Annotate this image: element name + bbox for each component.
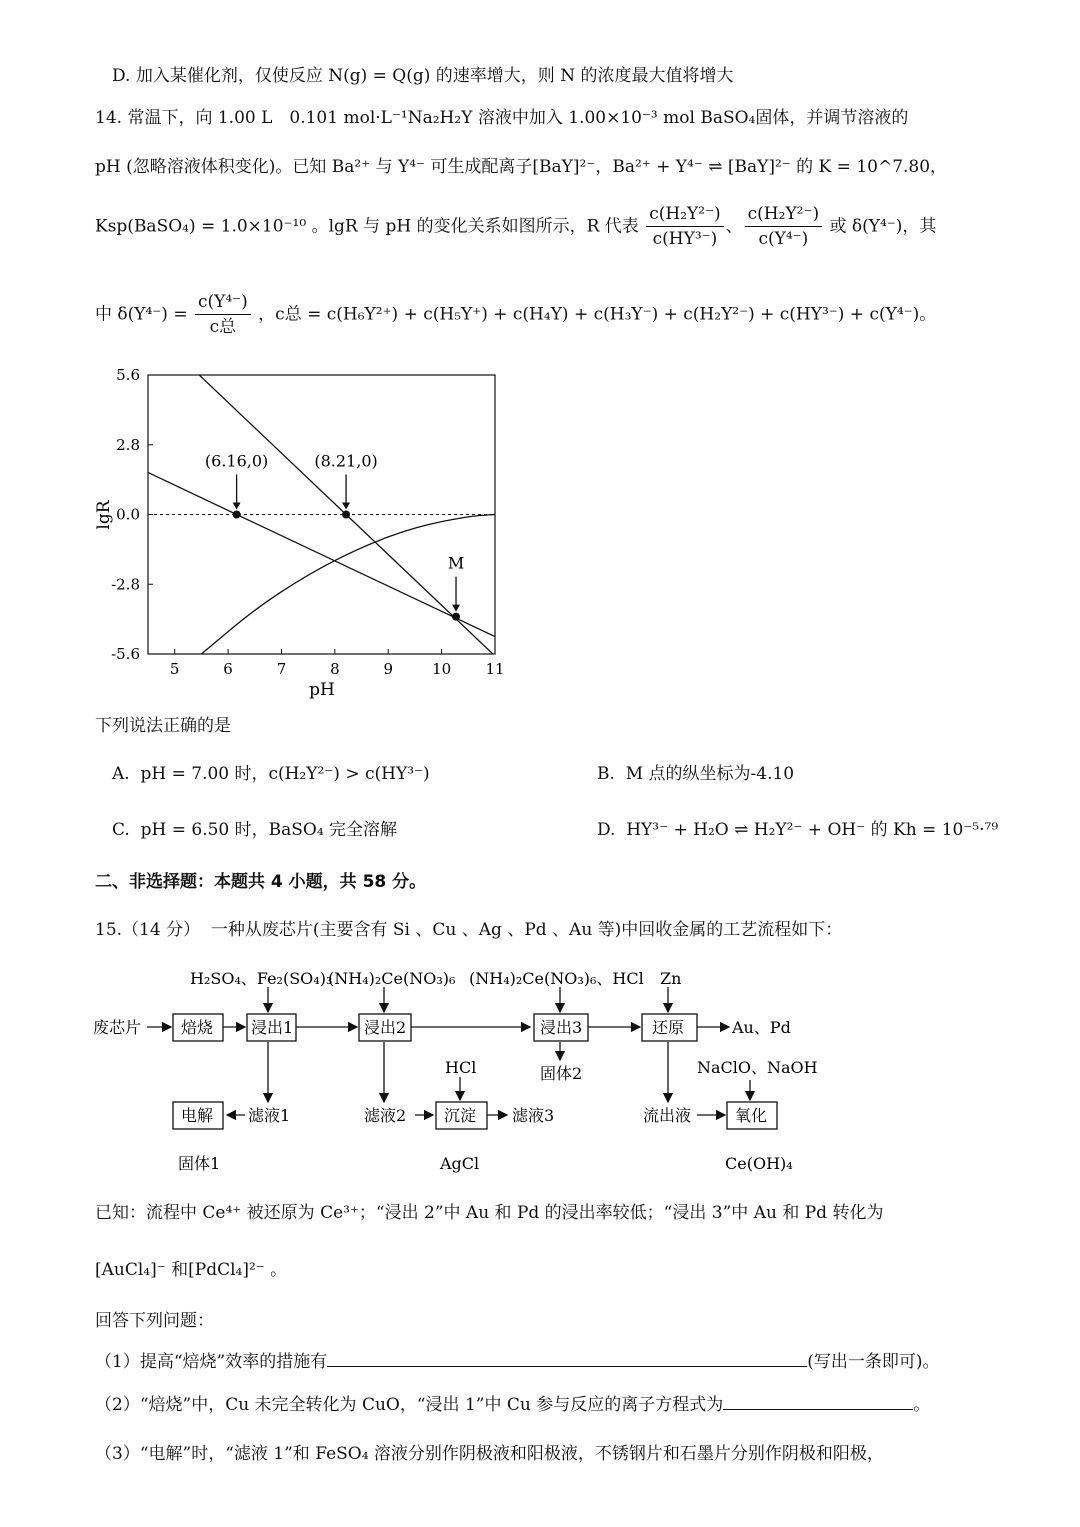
section-2-title: 二、非选择题：本题共 4 小题，共 58 分。 [95,872,427,892]
q14-stem-line4: 中 δ(Y⁴⁻) = $\frac{\text{c(Y⁴⁻)}}{\text{c总}}$ ，c总 = c(H₆Y²⁺) + c(H₅Y⁺) + c(H₄Y) + c(H₃Y⁻) + c(H₂Y²⁻) + c(HY³⁻) + c(Y⁴⁻)。 [95,292,937,338]
point-arrow-head [233,503,241,510]
q15-sub1: （1）提高“焙烧”效率的措施有 (写出一条即可)。 [95,1352,940,1372]
x-tick-label: 9 [383,660,394,678]
marked-point [452,613,460,621]
x-tick-label: 8 [330,660,340,678]
roast-label: 焙烧 [181,1018,214,1037]
reagent-1: H₂SO₄、Fe₂(SO₄)₃ [190,969,333,988]
y-tick-label: -5.6 [111,645,140,663]
series-line-3 [201,515,495,655]
oxidation-label: 氧化 [735,1106,768,1125]
x-tick-label: 7 [276,660,287,678]
x-tick-label: 11 [485,660,505,678]
answer-blank-2[interactable] [723,1409,913,1410]
marked-point [342,511,350,519]
reagent-5: NaClO、NaOH [697,1058,818,1077]
hcl-reagent: HCl [445,1058,477,1077]
filtrate-3: 滤液3 [512,1106,555,1125]
ratio-fraction-1: $\frac{\text{c(H₂Y²⁻)}}{\text{c(HY³⁻)}}$ [646,204,723,250]
y-axis-label: lgR [94,500,114,530]
reagent-3: (NH₄)₂Ce(NO₃)₆、HCl [469,969,644,988]
reagent-2: (NH₄)₂Ce(NO₃)₆ [328,969,456,988]
point-label: (6.16,0) [204,451,269,471]
product-au-pd: Au、Pd [732,1018,791,1037]
point-label: (8.21,0) [314,451,378,471]
ratio-fraction-2: $\frac{\text{c(H₂Y²⁻)}}{\text{c(Y⁴⁻)}}$ [745,204,822,250]
q14-stem-line3: Ksp(BaSO₄) = 1.0×10⁻¹⁰ 。lgR 与 pH 的变化关系如图所示，R 代表 $\frac{\text{c(H₂Y²⁻)}}{\text{c(HY³⁻)}}$ 、 $\frac{\text{c(H₂Y²⁻)}}{\text{c(Y⁴⁻)}}$ 或 δ(Y⁴⁻)，其 [95,204,937,250]
y-tick-label: 2.8 [116,435,140,454]
y-tick-label: 5.6 [116,366,140,384]
point-arrow-head [452,605,460,612]
leach2-label: 浸出2 [364,1018,407,1037]
filtrate-2: 滤液2 [364,1106,407,1125]
q15-intro: 15.（14 分） 一种从废芯片(主要含有 Si 、Cu 、Ag 、Pd 、Au 等)中回收金属的工艺流程如下： [95,920,843,940]
solid-1: 固体1 [178,1154,221,1173]
q15-known-line2: [AuCl₄]⁻ 和[PdCl₄]²⁻ 。 [95,1260,288,1280]
q14-stem-line2: pH (忽略溶液体积变化)。已知 Ba²⁺ 与 Y⁴⁻ 可生成配离子[BaY]²⁻，Ba²⁺ + Y⁴⁻ ⇌ [BaY]²⁻ 的 K = 10^7.80， [95,157,948,177]
solid-2: 固体2 [540,1064,583,1083]
delta-fraction: $\frac{\text{c(Y⁴⁻)}}{\text{c总}}$ [195,292,251,338]
point-label: M [447,553,465,573]
ce-oh4-product: Ce(OH)₄ [725,1154,793,1173]
q15-sub3: （3）“电解”时，“滤液 1”和 FeSO₄ 溶液分别作阴极液和阳极液，不锈钢片和石墨片分别作阴极和阳极， [95,1444,884,1464]
leach3-label: 浸出3 [540,1018,583,1037]
effluent: 流出液 [643,1106,692,1125]
q13-option-d: D. 加入某催化剂，仅使反应 N(g) = Q(g) 的速率增大，则 N 的浓度最大值将增大 [112,66,734,86]
filtrate-1: 滤液1 [248,1106,291,1125]
x-axis-label: pH [309,680,335,700]
q14-question: 下列说法正确的是 [95,716,231,736]
x-tick-label: 6 [223,660,233,678]
q14-option-c: C. pH = 6.50 时，BaSO₄ 完全溶解 [112,820,398,840]
q14-stem-line1: 14. 常温下，向 1.00 L 0.101 mol·L⁻¹Na₂H₂Y 溶液中加入 1.00×10⁻³ mol BaSO₄固体，并调节溶液的 [95,108,909,128]
leach1-label: 浸出1 [251,1018,294,1037]
q15-known-line1: 已知：流程中 Ce⁴⁺ 被还原为 Ce³⁺；“浸出 2”中 Au 和 Pd 的浸出率较低；“浸出 3”中 Au 和 Pd 转化为 [95,1203,884,1223]
q14-option-b: B. M 点的纵坐标为-4.10 [597,764,795,784]
q15-answer-prompt: 回答下列问题： [95,1311,214,1331]
q14-option-a: A. pH = 7.00 时，c(H₂Y²⁻) > c(HY³⁻) [112,764,430,784]
x-tick-label: 5 [169,660,180,678]
reagent-4: Zn [660,969,682,988]
x-tick-label: 10 [432,660,452,678]
process-flow-diagram [85,962,825,1177]
answer-blank-1[interactable] [327,1366,807,1367]
q15-sub2: （2）“焙烧”中，Cu 未完全转化为 CuO，“浸出 1”中 Cu 参与反应的离子方程式为 。 [95,1395,931,1415]
precipitate-label: 沉淀 [444,1106,477,1125]
reduce-label: 还原 [652,1018,685,1037]
point-arrow-head [342,503,350,510]
electrolysis-label: 电解 [181,1106,214,1125]
lgR-pH-chart [85,362,515,707]
flow-start: 废芯片 [93,1018,142,1037]
y-tick-label: -2.8 [111,575,140,594]
marked-point [233,511,241,519]
q14-option-d: D. HY³⁻ + H₂O ⇌ H₂Y²⁻ + OH⁻ 的 Kh = 10⁻⁵·⁷⁹ [597,820,999,840]
agcl-product: AgCl [440,1154,480,1173]
series-line-2 [148,472,495,636]
y-tick-label: 0.0 [116,505,140,524]
